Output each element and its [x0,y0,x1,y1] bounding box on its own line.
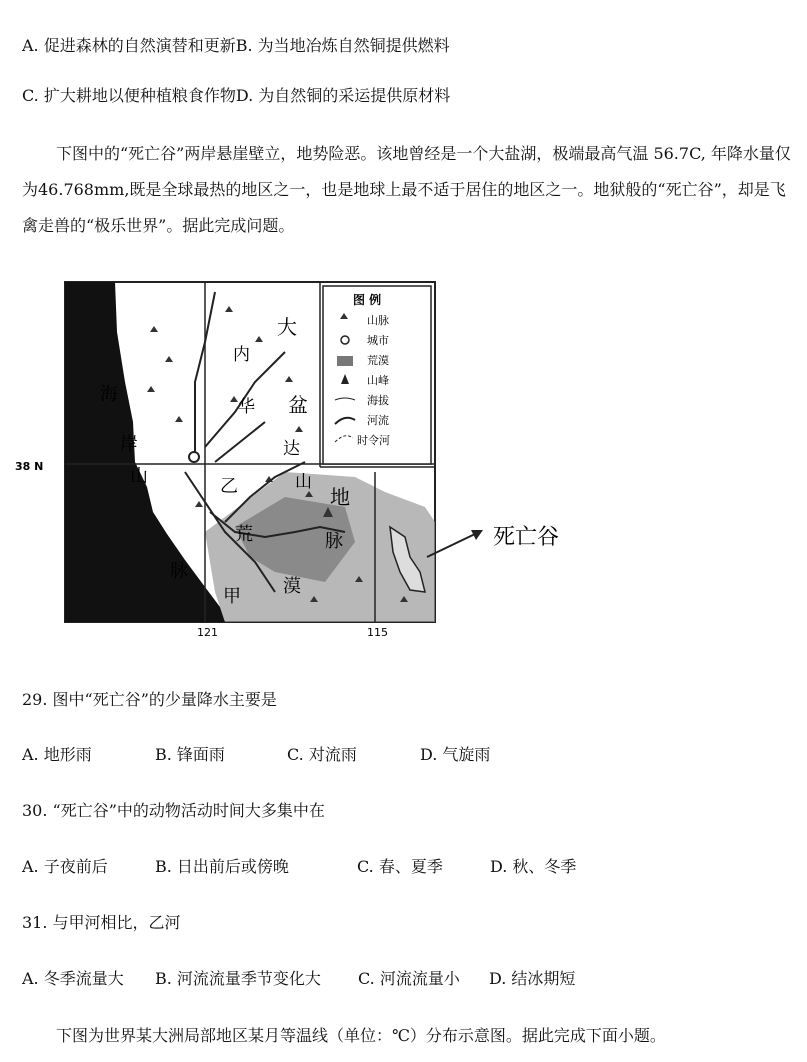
label-mo: 漠 [283,576,301,597]
label-mai2: 脉 [325,531,343,552]
q31-option-d: D. 结冰期短 [489,969,576,988]
label-an: 岸 [120,434,138,455]
city-icon [189,452,199,462]
label-yi: 乙 [220,476,238,497]
lon-label-121: 121 [197,626,218,639]
legend-desert-icon [337,356,353,366]
legend-title: 图 例 [353,293,382,307]
legend-peak: 山峰 [367,374,389,387]
arrow-label: 死亡谷 [493,525,560,550]
legend-city-icon [341,336,349,344]
next-intro: 下图为世界某大洲局部地区某月等温线（单位：℃）分布示意图。据此完成下面小题。 [56,1026,666,1045]
label-shan: 山 [130,466,148,487]
q30-option-a: A. 子夜前后 [22,857,108,876]
death-valley-map [15,272,595,652]
label-nei: 内 [233,345,250,365]
label-di: 地 [330,485,350,509]
q29-option-b: B. 锋面雨 [155,745,225,764]
q30-option-b: B. 日出前后或傍晚 [155,857,289,876]
label-pen: 盆 [288,393,308,417]
label-hai: 海 [100,384,118,405]
q31-option-c: C. 河流流量小 [358,969,460,988]
legend-seasonal-river: 时令河 [357,434,390,447]
label-jia: 甲 [223,586,241,607]
q30-option-d: D. 秋、冬季 [490,857,577,876]
legend-city: 城市 [367,334,389,347]
legend-river: 河流 [367,414,389,427]
prev-option-line-2: C. 扩大耕地以便种植粮食作物D. 为自然铜的采运提供原材料 [22,86,451,105]
q31-option-b: B. 河流流量季节变化大 [155,969,321,988]
prev-option-line-1: A. 促进森林的自然演替和更新B. 为当地冶炼自然铜提供燃料 [22,36,450,55]
q30-option-c: C. 春、夏季 [357,857,443,876]
legend-desert: 荒漠 [367,354,389,367]
q29-option-d: D. 气旋雨 [420,745,491,764]
lon-label-115: 115 [367,626,388,639]
question-31-stem: 31. 与甲河相比，乙河 [22,913,181,932]
label-mai: 脉 [170,561,188,582]
question-30-stem: 30. “死亡谷”中的动物活动时间大多集中在 [22,801,325,820]
intro-paragraph: 下图中的“死亡谷”两岸悬崖壁立，地势险恶。该地曾经是一个大盐湖，极端最高气温 56.7C, 年降水量仅为46.768mm,既是全球最热的地区之一，也是地球上最不适于居住的地区之一。地狱般的“死亡谷”，却是飞禽走兽的“极乐世界”。据此完成问题。 [22,144,791,235]
label-hua: 华 [238,397,255,417]
label-shan2: 山 [295,472,312,492]
label-huang: 荒 [235,524,253,545]
label-da2: 达 [283,439,300,459]
q31-option-a: A. 冬季流量大 [22,969,124,988]
lat-label: 38 N [15,460,44,473]
legend-elevation: 海拔 [367,394,389,407]
legend-mountain: 山脉 [367,314,389,327]
question-29-stem: 29. 图中“死亡谷”的少量降水主要是 [22,690,277,709]
q29-option-a: A. 地形雨 [22,745,92,764]
q29-option-c: C. 对流雨 [287,745,357,764]
label-da: 大 [277,315,297,339]
